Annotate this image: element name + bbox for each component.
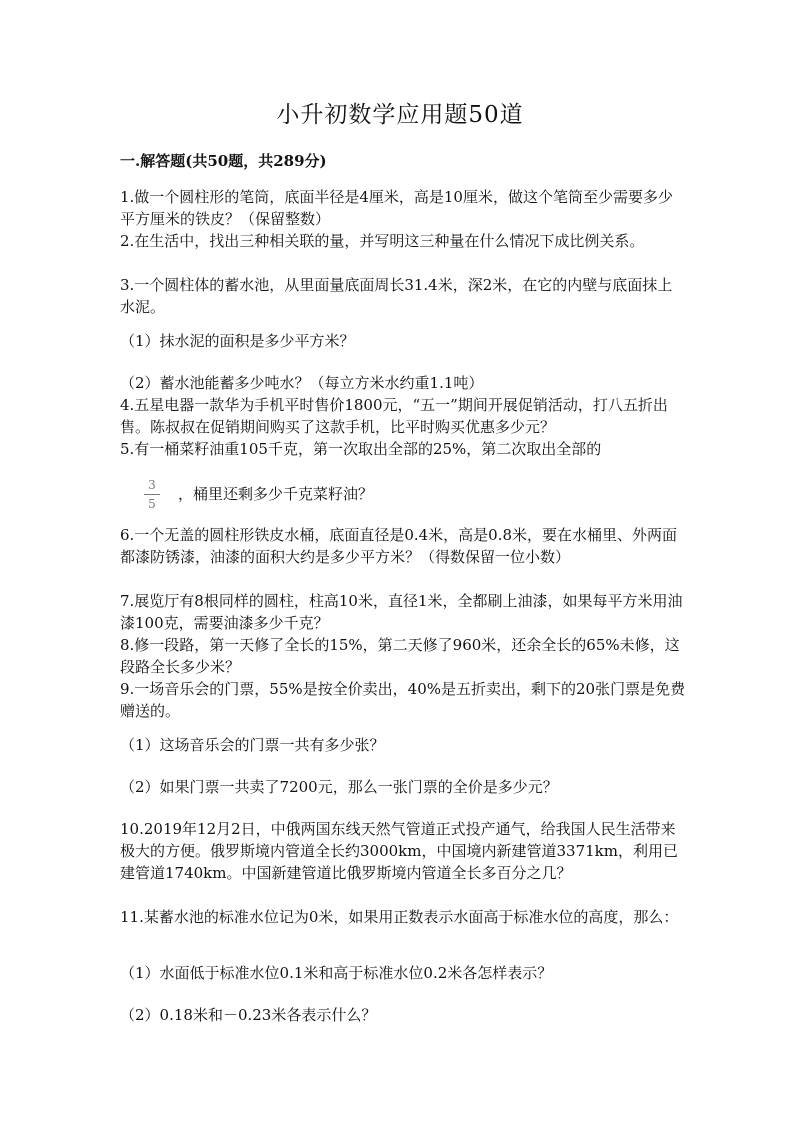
fraction-denominator: 5 — [148, 497, 156, 511]
question-9-part-1: （1）这场音乐会的门票一共有多少张？ — [120, 736, 385, 754]
question-11: 11.某蓄水池的标准水位记为0米，如果用正数表示水面高于标准水位的高度，那么： — [120, 908, 679, 926]
question-6: 6.一个无盖的圆柱形铁皮水桶，底面直径是0.4米，高是0.8米，要在水桶里、外两面都漆防锈漆，油漆的面积大约是多少平方米？（得数保留一位小数） — [120, 526, 678, 566]
section-heading: 一.解答题(共50题，共289分) — [120, 152, 327, 170]
question-1: 1.做一个圆柱形的笔筒，底面半径是4厘米，高是10厘米，做这个笔筒至少需要多少平方厘米的铁皮？（保留整数） — [120, 188, 673, 228]
question-5-text: 5.有一桶菜籽油重105千克，第一次取出全部的25%，第二次取出全部的 — [120, 440, 602, 458]
question-3: 3.一个圆柱体的蓄水池，从里面量底面周长31.4米，深2米，在它的内壁与底面抹上水泥。 — [120, 276, 673, 316]
question-10: 10.2019年12月2日，中俄两国东线天然气管道正式投产通气，给我国人民生活带来极大的方便。俄罗斯境内管道全长约3000km，中国境内新建管道3371km，利用已建管道1740km。中国新建管道比俄罗斯境内管道全长多百分之几？ — [120, 820, 678, 882]
question-9: 9.一场音乐会的门票，55%是按全价卖出，40%是五折卖出，剩下的20张门票是免费赠送的。 — [120, 680, 686, 720]
question-9-part-2: （2）如果门票一共卖了7200元，那么一张门票的全价是多少元？ — [120, 778, 558, 796]
question-3-part-1: （1）抹水泥的面积是多少平方米？ — [120, 332, 355, 350]
question-11-part-1: （1）水面低于标准水位0.1米和高于标准水位0.2米各怎样表示？ — [120, 964, 553, 982]
question-5-continuation: ，桶里还剩多少千克菜籽油？ — [178, 485, 374, 503]
question-4: 4.五星电器一款华为手机平时售价1800元，“五一”期间开展促销活动，打八五折出售。陈叔叔在促销期间购买了这款手机，比平时购买优惠多少元？ — [120, 396, 668, 436]
fraction-three-fifths — [144, 478, 160, 511]
question-3-part-2: （2）蓄水池能蓄多少吨水？（每立方米水约重1.1吨） — [120, 374, 484, 392]
question-7: 7.展览厅有8根同样的圆柱，柱高10米，直径1米，全都刷上油漆，如果每平方米用油漆100克，需要油漆多少千克？ — [120, 592, 683, 632]
question-8: 8.修一段路，第一天修了全长的15%，第二天修了960米，还余全长的65%未修，这段路全长多少米？ — [120, 636, 680, 676]
fraction-numerator: 3 — [148, 478, 156, 492]
question-11-part-2: （2）0.18米和－0.23米各表示什么？ — [120, 1006, 377, 1024]
question-2: 2.在生活中，找出三种相关联的量，并写明这三种量在什么情况下成比例关系。 — [120, 232, 645, 250]
page-title: 小升初数学应用题50道 — [276, 102, 524, 128]
